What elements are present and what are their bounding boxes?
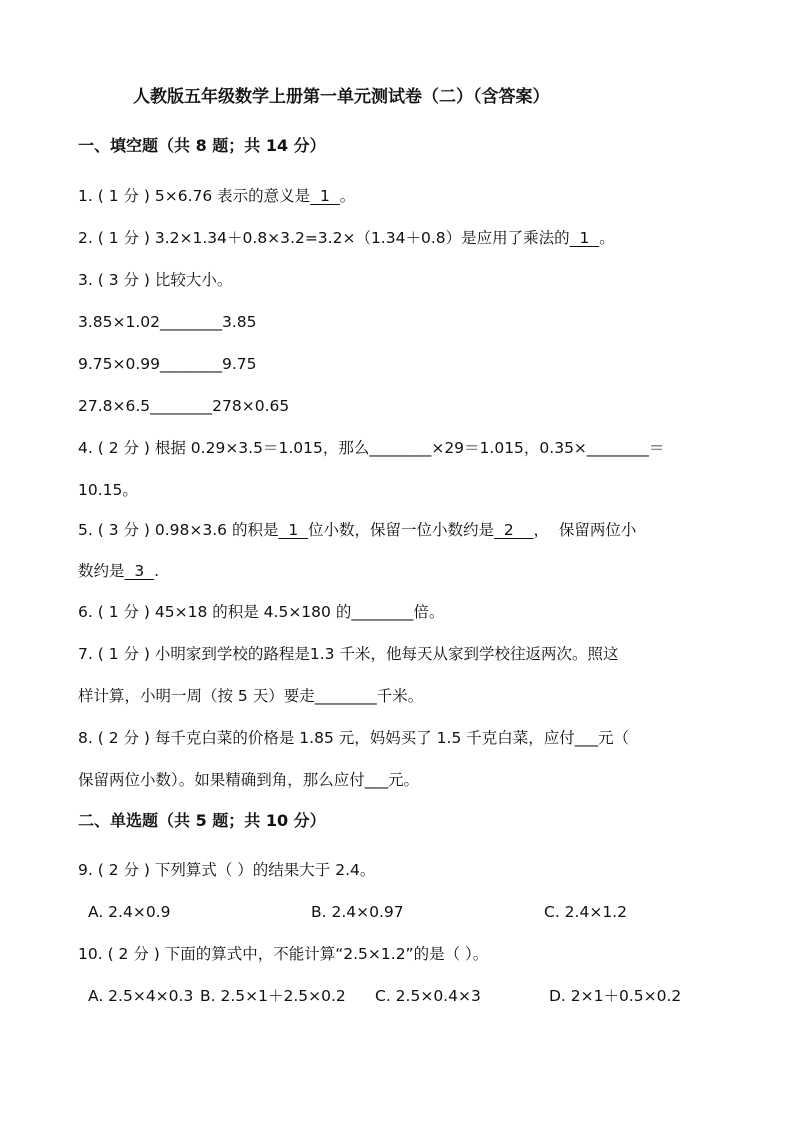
question-4-line-2: 10.15。: [78, 481, 138, 499]
question-1-end: 。: [339, 187, 356, 205]
answer-blank-1: 1: [310, 187, 340, 205]
question-10-option-c: C. 2.5×0.4×3: [375, 987, 481, 1005]
question-10-option-a: A. 2.5×4×0.3: [88, 987, 194, 1005]
question-1-text: 1. ( 1 分 ) 5×6.76 表示的意义是: [78, 187, 311, 205]
question-3-row-1: 3.85×1.02________3.85: [78, 313, 257, 331]
question-5-text-f: .: [154, 562, 160, 580]
answer-blank-5-2: 2: [494, 521, 534, 539]
question-9-option-b: B. 2.4×0.97: [311, 903, 404, 921]
question-5-line-1: [78, 519, 636, 541]
answer-blank-5-1: 1: [278, 521, 309, 539]
question-1: [78, 185, 355, 207]
question-6: 6. ( 1 分 ) 45×18 的积是 4.5×180 的________倍。: [78, 603, 445, 621]
question-5-text-a: 5. ( 3 分 ) 0.98×3.6 的积是: [78, 521, 279, 539]
question-8-line-2: 保留两位小数）。如果精确到角，那么应付___元。: [78, 771, 420, 789]
question-7-line-2: 样计算，小明一周（按 5 天）要走________千米。: [78, 687, 424, 705]
question-2: [78, 227, 615, 249]
question-3-row-2: 9.75×0.99________9.75: [78, 355, 257, 373]
question-10-option-d: D. 2×1＋0.5×0.2: [549, 987, 682, 1005]
answer-blank-5-3: 3: [124, 562, 155, 580]
answer-blank-2: 1: [569, 229, 600, 247]
question-5-line-2: [78, 560, 159, 582]
question-2-text: 2. ( 1 分 ) 3.2×1.34＋0.8×3.2=3.2×（1.34＋0.8）是应用了乘法的: [78, 229, 570, 247]
question-10-stem: 10. ( 2 分 ) 下面的算式中，不能计算“2.5×1.2”的是（ ）。: [78, 945, 489, 963]
question-9-stem: 9. ( 2 分 ) 下列算式（ ）的结果大于 2.4。: [78, 861, 376, 879]
question-2-end: 。: [599, 229, 615, 247]
question-9-option-a: A. 2.4×0.9: [88, 903, 171, 921]
question-3-row-3: 27.8×6.5________278×0.65: [78, 397, 290, 415]
question-3-stem: 3. ( 3 分 ) 比较大小。: [78, 271, 233, 289]
question-10-option-b: B. 2.5×1＋2.5×0.2: [200, 987, 346, 1005]
question-5-text-e: 数约是: [78, 562, 125, 580]
question-8-line-1: 8. ( 2 分 ) 每千克白菜的价格是 1.85 元，妈妈买了 1.5 千克白菜，应付___元（: [78, 729, 630, 747]
page-title: 人教版五年级数学上册第一单元测试卷（二）（含答案）: [133, 87, 550, 107]
question-7-line-1: 7. ( 1 分 ) 小明家到学校的路程是1.3 千米，他每天从家到学校往返两次。照这: [78, 645, 619, 663]
section-heading-fill-in: 一、填空题（共 8 题；共 14 分）: [78, 136, 326, 155]
question-5-text-d: ， 保留两位小: [533, 521, 637, 539]
section-heading-single-choice: 二、单选题（共 5 题；共 10 分）: [78, 811, 326, 830]
question-9-option-c: C. 2.4×1.2: [544, 903, 627, 921]
question-5-text-c: 位小数，保留一位小数约是: [308, 521, 495, 539]
question-4-line-1: 4. ( 2 分 ) 根据 0.29×3.5＝1.015，那么________×29＝1.015，0.35×________＝: [78, 439, 665, 457]
